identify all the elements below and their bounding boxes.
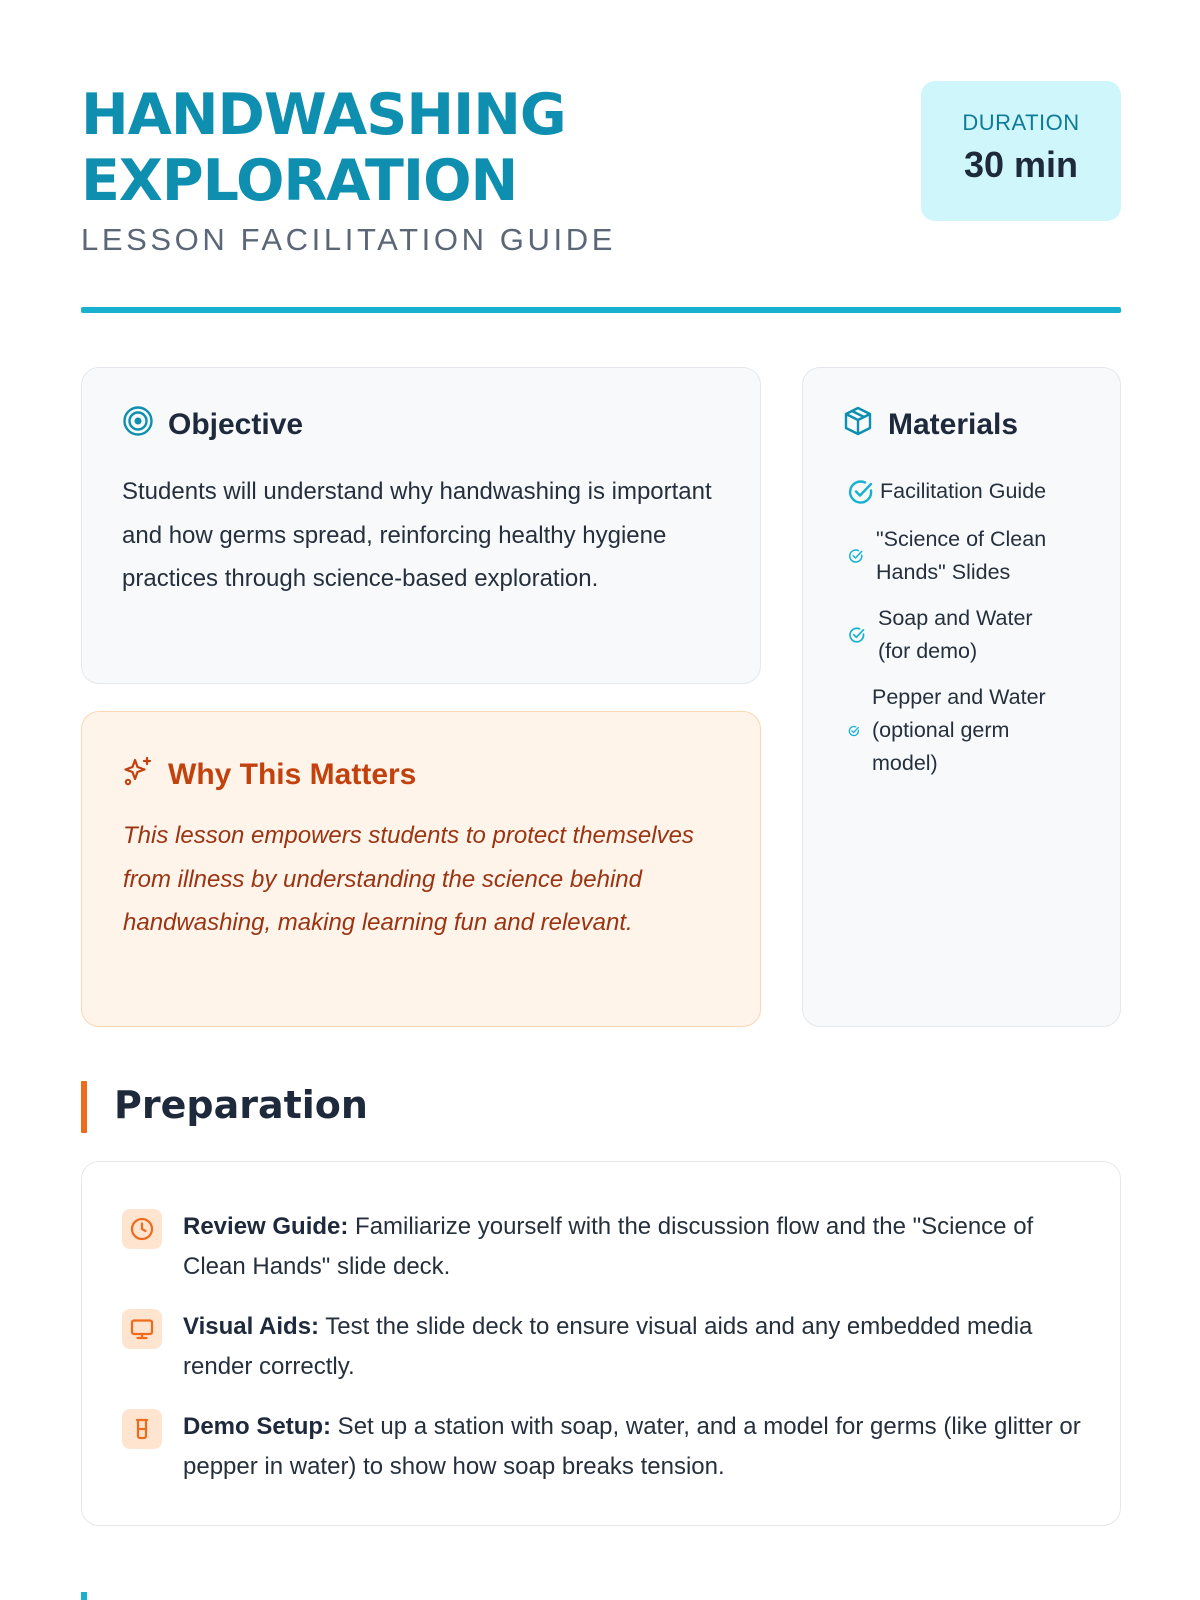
why-text: This lesson empowers students to protect themselves from illness by understanding the science behind handwashing, making learning fun and relevant.: [123, 822, 694, 936]
why-title: Why This Matters: [168, 758, 417, 791]
duration-label: DURATION: [962, 110, 1080, 135]
check-circle-icon: [842, 725, 866, 737]
page-title: [81, 82, 841, 214]
check-circle-icon: [842, 626, 872, 644]
preparation-heading: Preparation: [114, 1083, 368, 1127]
duration-badge: [921, 81, 1121, 221]
material-label: Soap and Water (for demo): [878, 606, 1033, 663]
prep-item-text: [183, 1307, 1083, 1387]
prep-item-text: [183, 1407, 1083, 1487]
lesson-guide-page: [81, 0, 1121, 1600]
prep-item-body: Test the slide deck to ensure visual aids and any embedded media render correctly.: [183, 1313, 1033, 1380]
material-label: "Science of Clean Hands" Slides: [876, 527, 1047, 584]
header-divider: [81, 307, 1121, 313]
material-label: Pepper and Water (optional germ model): [872, 685, 1046, 775]
objective-title: Objective: [168, 408, 304, 441]
next-section-accent-bar: [81, 1592, 87, 1600]
material-item: [842, 602, 1033, 668]
title-line-1: HANDWASHING: [81, 82, 566, 148]
monitor-icon: [122, 1309, 162, 1349]
section-accent-bar: [81, 1081, 87, 1133]
package-icon: [842, 405, 888, 445]
duration-value: 30 min: [963, 144, 1079, 185]
prep-item-label: Visual Aids:: [183, 1313, 320, 1340]
clock-icon: [122, 1209, 162, 1249]
materials-title: Materials: [888, 408, 1019, 441]
material-item: [842, 523, 1046, 589]
objective-heading: [122, 405, 303, 445]
prep-item-label: Demo Setup:: [183, 1413, 332, 1440]
target-icon: [122, 405, 168, 445]
prep-item-text: [183, 1207, 1083, 1287]
sparkles-icon: [122, 755, 168, 795]
prep-item-body: Familiarize yourself with the discussion flow and the "Science of Clean Hands" slide deck.: [183, 1213, 1034, 1280]
objective-text: Students will understand why handwashing is important and how germs spread, reinforcing healthy hygiene practices through science-based exploration.: [122, 478, 712, 592]
material-item: [842, 681, 1046, 780]
title-line-2: EXPLORATION: [81, 148, 518, 214]
page-subtitle: LESSON FACILITATION GUIDE: [81, 222, 616, 257]
material-label: Facilitation Guide: [880, 479, 1047, 503]
beaker-icon: [122, 1409, 162, 1449]
why-heading: [122, 755, 416, 795]
prep-item-label: Review Guide:: [183, 1213, 349, 1240]
prep-item-body: Set up a station with soap, water, and a model for germs (like glitter or pepper in water) to show how soap breaks tension.: [183, 1413, 1081, 1480]
material-item: [842, 475, 1046, 508]
materials-heading: [842, 405, 1018, 445]
check-circle-icon: [842, 548, 870, 564]
check-circle-icon: [842, 478, 880, 506]
